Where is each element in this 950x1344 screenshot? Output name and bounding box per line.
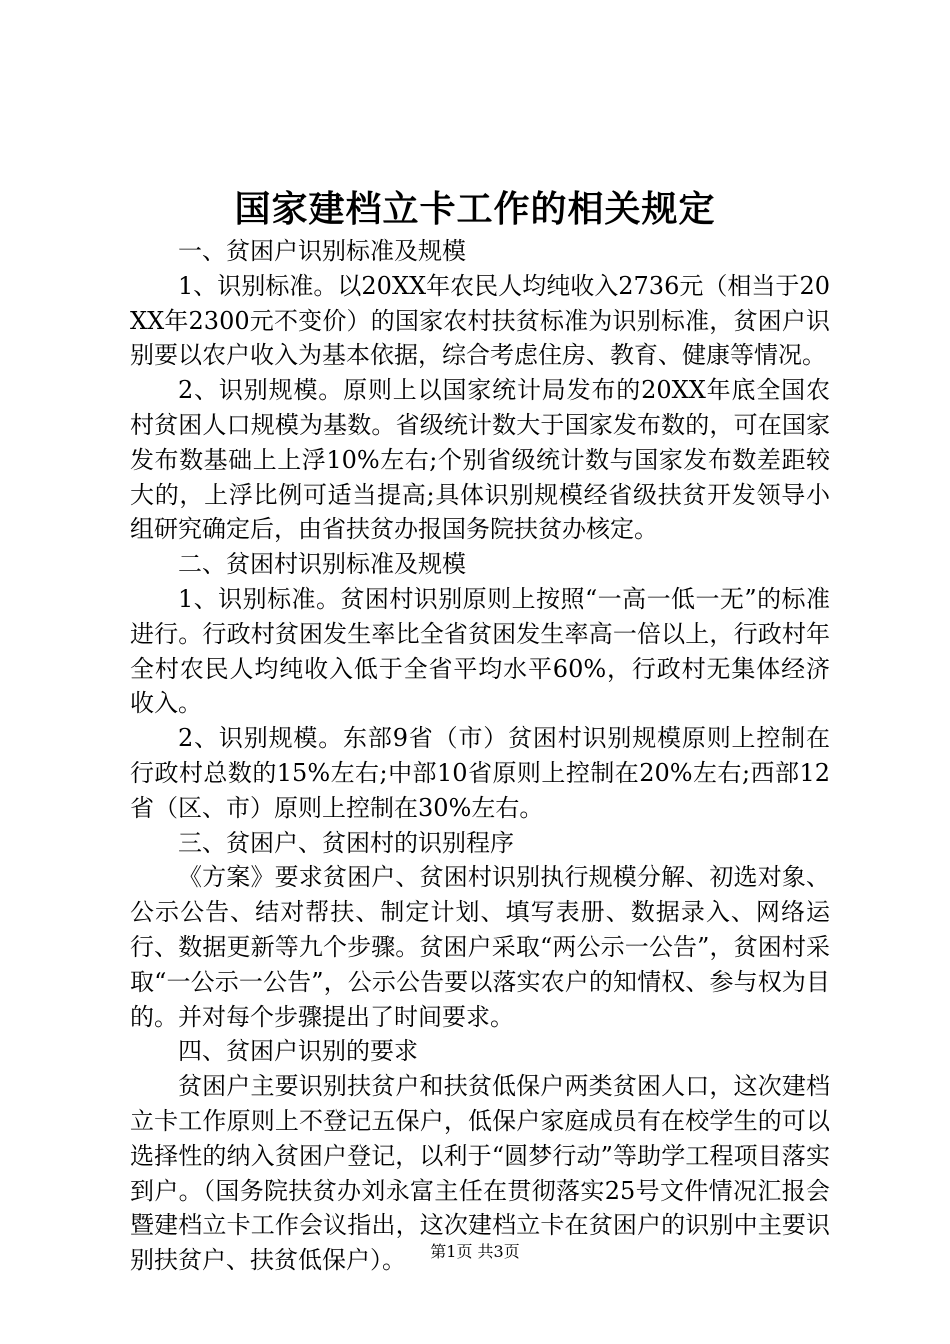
section-heading-4: 四、贫困户识别的要求 bbox=[178, 1037, 418, 1066]
paragraph: 贫困户主要识别扶贫户和扶贫低保户两类贫困人口，这次建档立卡工作原则上不登记五保户，低保户家庭成员有在校学生的可以选择性的纳入贫困户登记，以利于“圆梦行动”等助学工程项目落实到户。（国务院扶贫办刘永富主任在贯彻落实25号文件情况汇报会暨建档立卡工作会议指出，这次建档立卡在贫困户的识别中主要识别扶贫户、扶贫低保户）。 bbox=[130, 1072, 830, 1275]
section-heading-3: 三、贫困户、贫困村的识别程序 bbox=[178, 828, 514, 857]
paragraph: 2、识别规模。东部9省（市）贫困村识别规模原则上控制在行政村总数的15%左右;中部10省原则上控制在20%左右;西部12省（区、市）原则上控制在30%左右。 bbox=[130, 724, 830, 822]
section-heading-2: 二、贫困村识别标准及规模 bbox=[178, 550, 466, 579]
page-footer: 第1页 共3页 bbox=[430, 1242, 520, 1261]
paragraph: 2、识别规模。原则上以国家统计局发布的20XX年底全国农村贫困人口规模为基数。省级统计数大于国家发布数的，可在国家发布数基础上上浮10%左右;个别省级统计数与国家发布数差距较大的，上浮比例可适当提高;具体识别规模经省级扶贫开发领导小组研究确定后，由省扶贫办报国务院扶贫办核定。 bbox=[130, 376, 830, 544]
document-title: 国家建档立卡工作的相关规定 bbox=[234, 188, 716, 230]
paragraph: 1、识别标准。以20XX年农民人均纯收入2736元（相当于20XX年2300元不变价）的国家农村扶贫标准为识别标准，贫困户识别要以农户收入为基本依据，综合考虑住房、教育、健康等情况。 bbox=[130, 271, 830, 370]
document-body bbox=[130, 234, 830, 1278]
paragraph: 1、识别标准。贫困村识别原则上按照“一高一低一无”的标准进行。行政村贫困发生率比全省贫困发生率高一倍以上，行政村年全村农民人均纯收入低于全省平均水平60%，行政村无集体经济收入。 bbox=[130, 584, 830, 718]
section-heading-1: 一、贫困户识别标准及规模 bbox=[178, 237, 466, 265]
paragraph: 《方案》要求贫困户、贫困村识别执行规模分解、初选对象、公示公告、结对帮扶、制定计划、填写表册、数据录入、网络运行、数据更新等九个步骤。贫困户采取“两公示一公告”，贫困村采取“一公示一公告”，公示公告要以落实农户的知情权、参与权为目的。并对每个步骤提出了时间要求。 bbox=[130, 863, 830, 1031]
